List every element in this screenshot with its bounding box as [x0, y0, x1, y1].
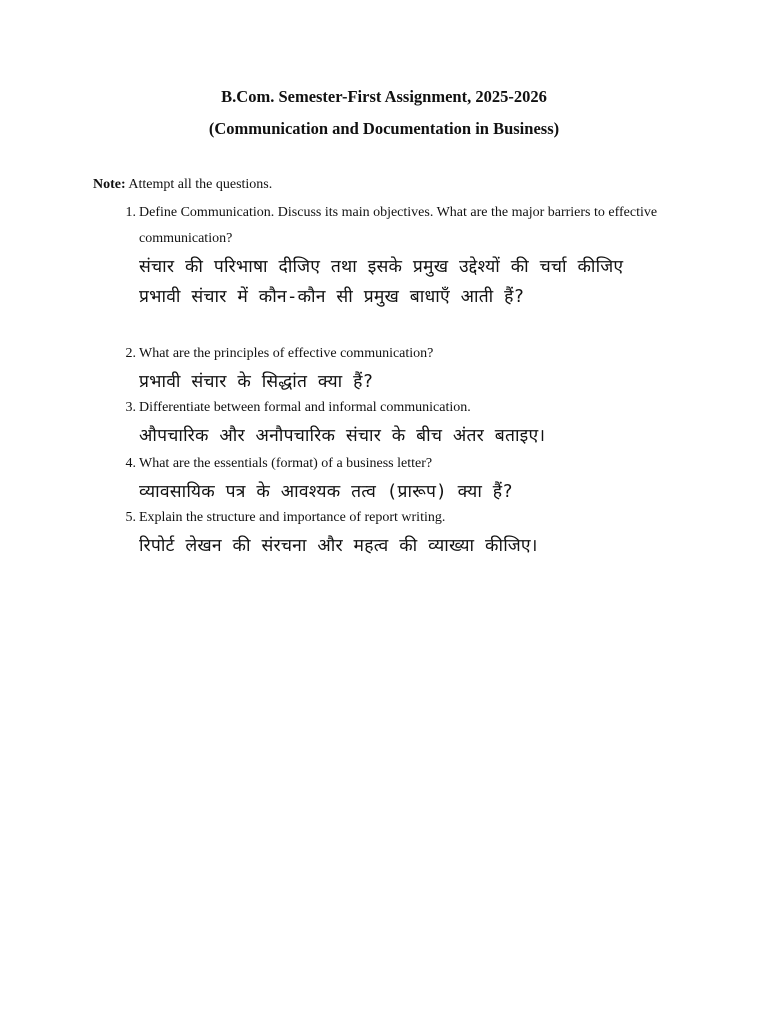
question-item	[116, 451, 661, 507]
question-hindi: प्रभावी संचार के सिद्धांत क्या हैं?	[139, 372, 374, 392]
note-label: Note:	[93, 177, 126, 192]
question-number: 1.	[125, 205, 136, 220]
question-english: Differentiate between formal and informal communication.	[139, 400, 471, 415]
question-item	[116, 341, 661, 397]
question-item	[116, 200, 661, 312]
question-item	[116, 395, 661, 451]
question-english: Define Communication. Discuss its main objectives. What are the major barriers to effective communication?	[139, 205, 658, 246]
question-english: What are the essentials (format) of a business letter?	[139, 456, 433, 471]
question-english: Explain the structure and importance of report writing.	[139, 510, 446, 525]
question-item	[116, 505, 661, 561]
question-hindi: संचार की परिभाषा दीजिए तथा इसके प्रमुख उद्देश्यों की चर्चा कीजिए प्रभावी संचार में कौन-कौन सी प्रमुख बाधाएँ आती हैं?	[139, 257, 624, 307]
question-english: What are the principles of effective communication?	[139, 346, 434, 361]
question-hindi: व्यावसायिक पत्र के आवश्यक तत्व (प्रारूप) क्या हैं?	[139, 482, 514, 502]
document-subtitle: (Communication and Documentation in Business)	[208, 119, 560, 138]
question-number: 5.	[125, 510, 136, 525]
question-hindi: रिपोर्ट लेखन की संरचना और महत्व की व्याख्या कीजिए।	[139, 536, 538, 556]
instruction-note	[93, 176, 272, 194]
document-title: B.Com. Semester-First Assignment, 2025-2026	[221, 87, 547, 106]
question-number: 4.	[125, 456, 136, 471]
question-number: 3.	[125, 400, 136, 415]
question-hindi: औपचारिक और अनौपचारिक संचार के बीच अंतर बताइए।	[139, 426, 546, 446]
note-text: Attempt all the questions.	[125, 177, 273, 192]
question-number: 2.	[125, 346, 136, 361]
